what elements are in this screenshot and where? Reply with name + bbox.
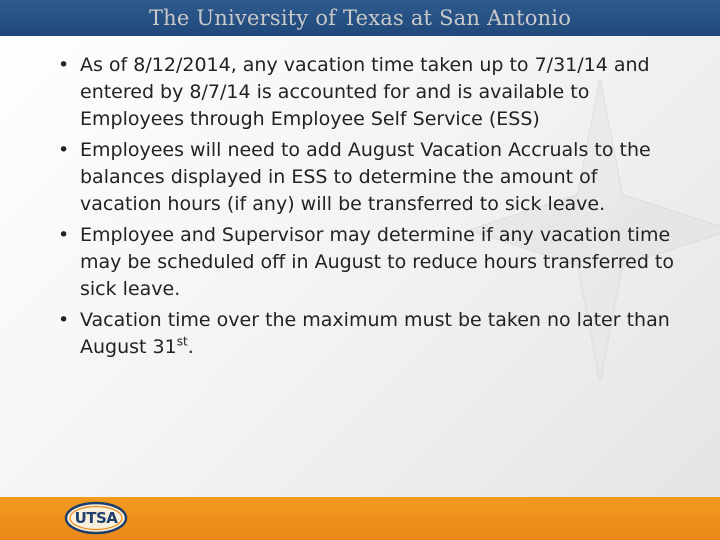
content-area: [58, 52, 678, 365]
bullet-text: Employees will need to add August Vacation Accruals to the balances displayed in ESS to determine the amount of vacation hours (if any) will be transferred to sick leave.: [80, 139, 651, 215]
bullet-text: As of 8/12/2014, any vacation time taken up to 7/31/14 and entered by 8/7/14 is accounted for and is available to Employees through Employee Self Service (ESS): [80, 54, 650, 130]
utsa-logo: [64, 501, 128, 535]
bullet-dot: •: [58, 309, 70, 331]
bullet-main-text: Vacation time over the maximum must be taken no later than August 31: [80, 309, 670, 358]
logo-text: UTSA: [74, 509, 118, 527]
bullet-item: [58, 52, 678, 133]
header-bar: [0, 0, 720, 36]
bullet-item: [58, 137, 678, 218]
ordinal-suffix: st: [176, 334, 188, 349]
header-title: The University of Texas at San Antonio: [148, 6, 572, 30]
bullet-dot: •: [58, 54, 70, 76]
bullet-dot: •: [58, 224, 70, 246]
bullet-text: Employee and Supervisor may determine if any vacation time may be scheduled off in August to reduce hours transferred to sick leave.: [80, 224, 675, 300]
bullet-item: [58, 307, 678, 361]
bullet-item: [58, 222, 678, 303]
bullet-dot: •: [58, 139, 70, 161]
bullet-list: [58, 52, 678, 361]
bullet-period: .: [187, 336, 194, 358]
bullet-text: [80, 309, 670, 358]
